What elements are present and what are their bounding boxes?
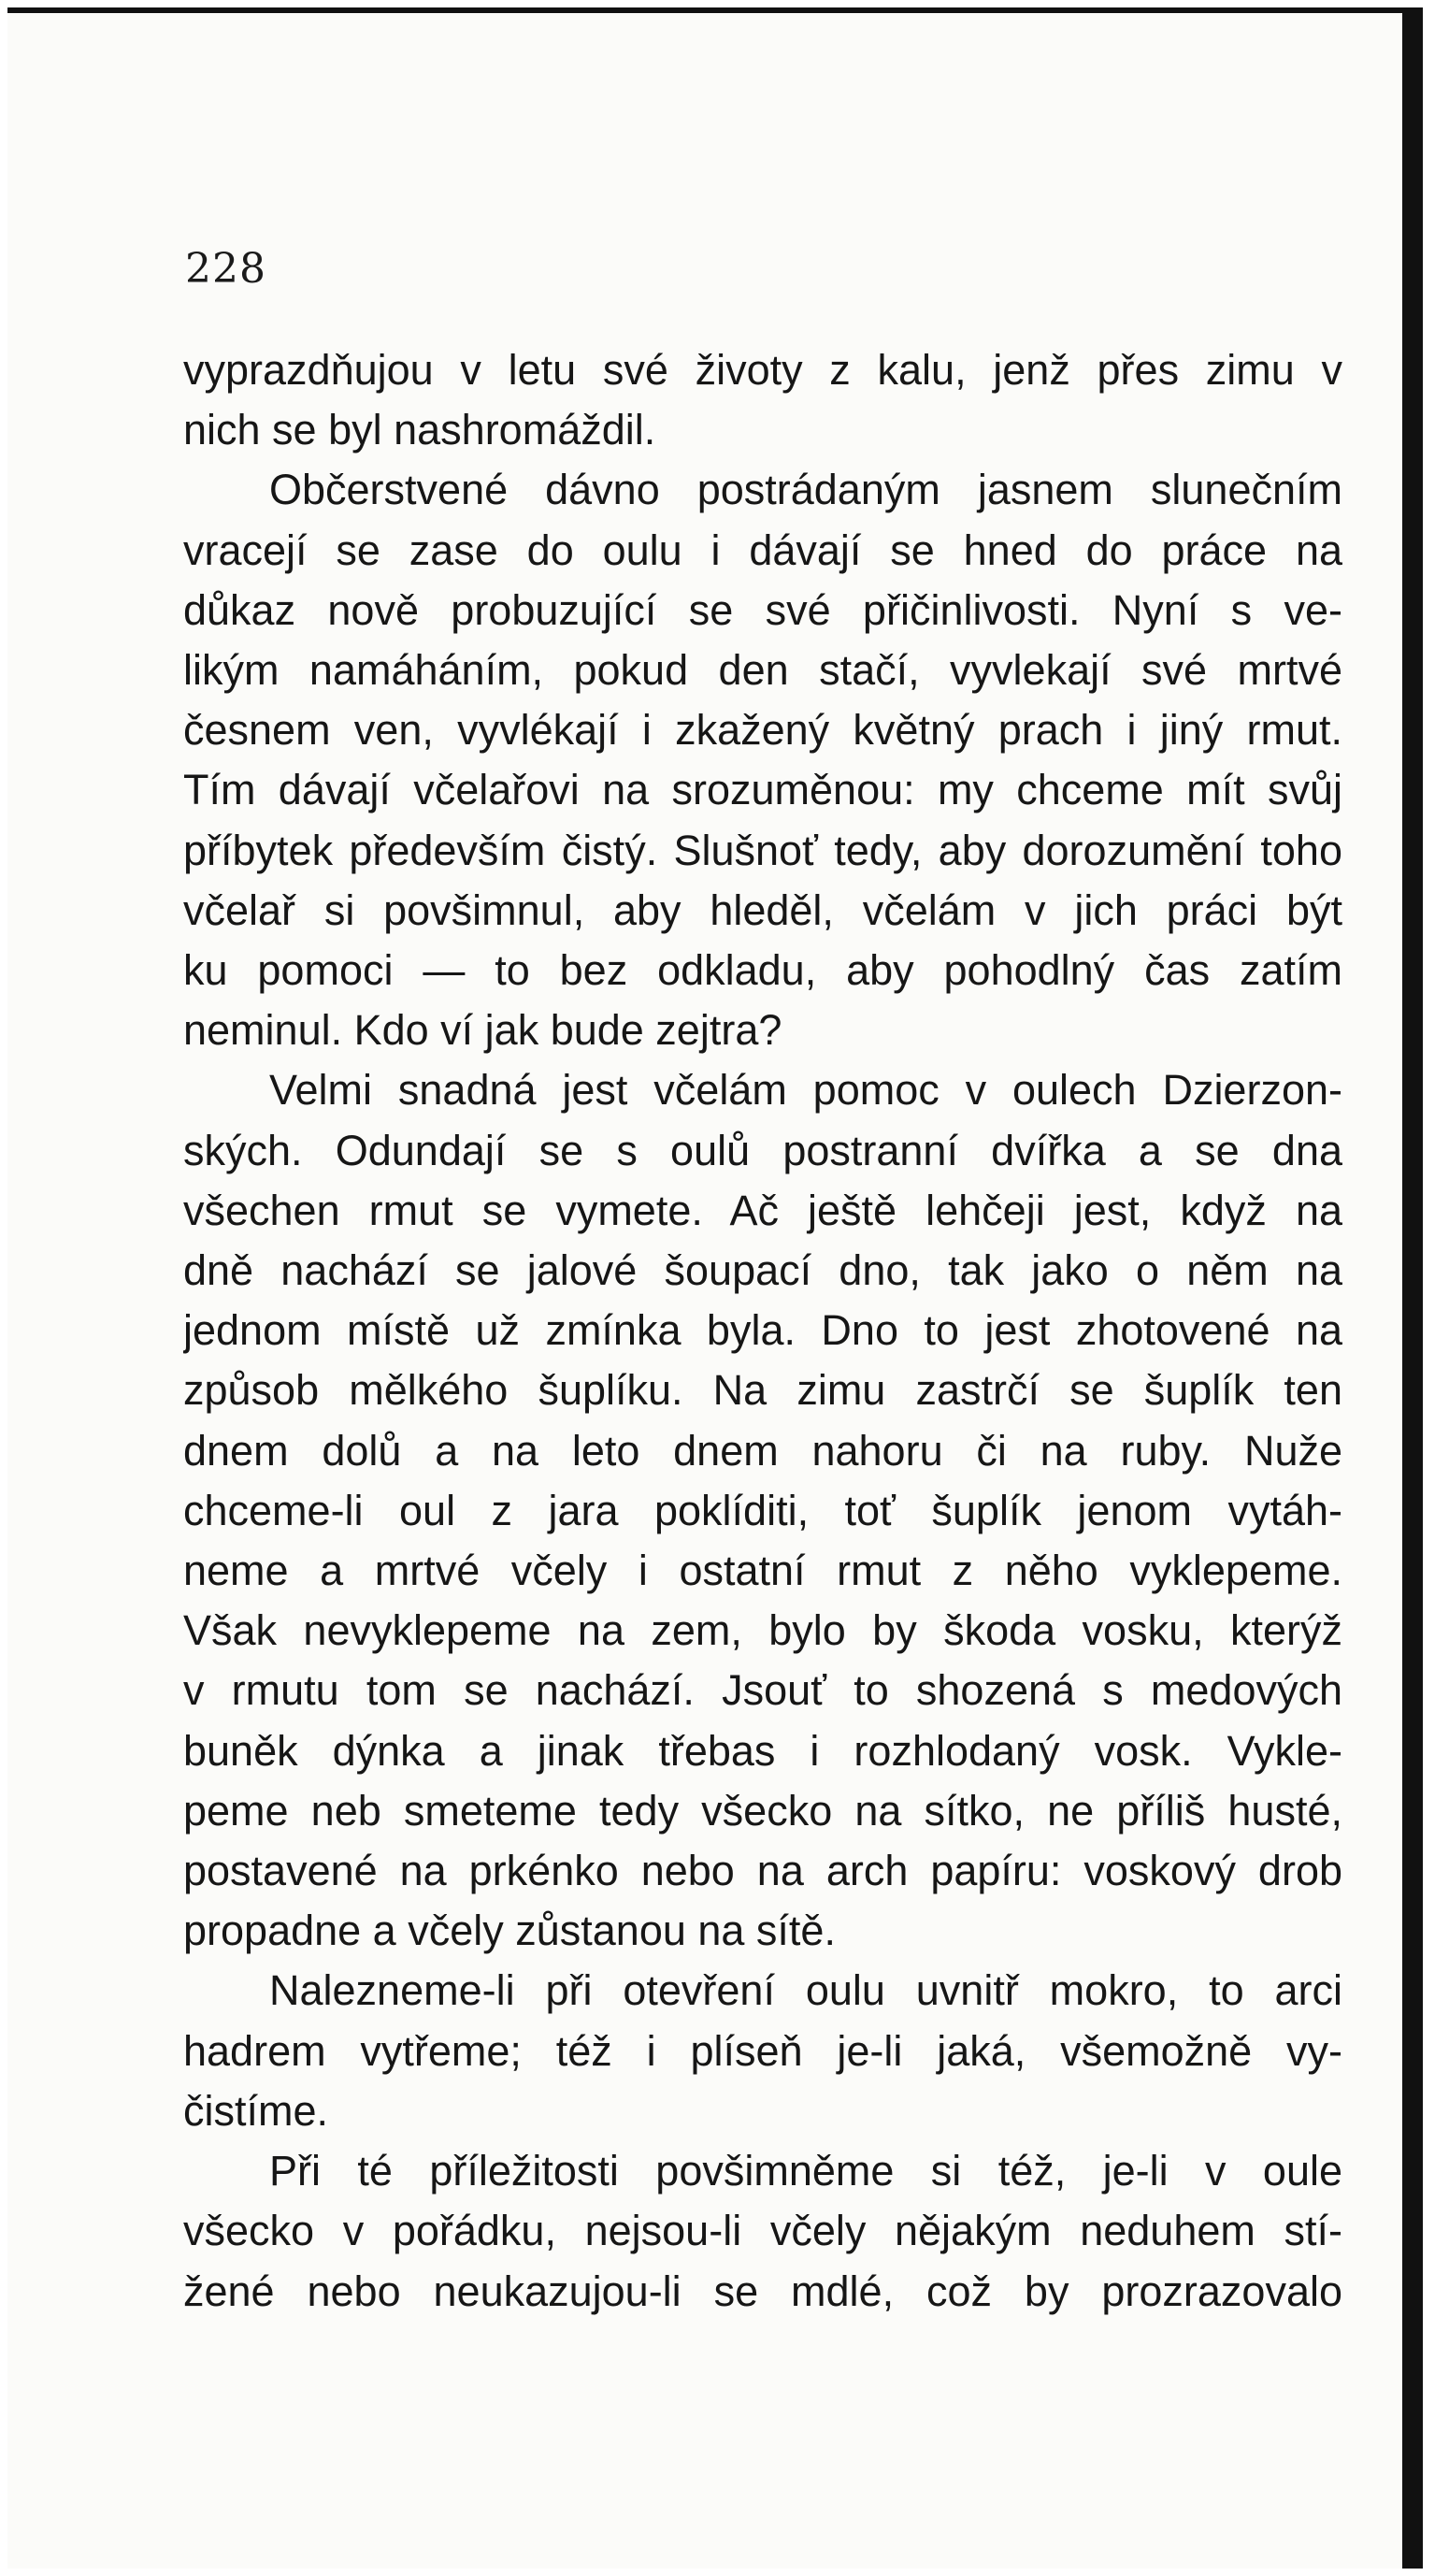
- page-number: 228: [185, 245, 266, 293]
- text-line: v rmutu tom se nachází. Jsouť to shozená s medových: [183, 1666, 1342, 1715]
- body-text: [183, 340, 1342, 2322]
- text-line: ských. Odundají se s oulů postranní dvířka a se dna: [183, 1126, 1342, 1174]
- text-line: příbytek především čistý. Slušnoť tedy, aby dorozumění toho: [183, 826, 1342, 874]
- text-line: ku pomoci — to bez odkladu, aby pohodlný čas zatím: [183, 946, 1342, 995]
- text-line: likým namáháním, pokud den stačí, vyvlekají své mrtvé: [183, 646, 1342, 695]
- text-line: Nalezneme-li při otevření oulu uvnitř mokro, to arci: [269, 1966, 1342, 2015]
- text-line: hadrem vytřeme; též i plíseň je-li jaká, všemožně vy-: [183, 2026, 1342, 2075]
- text-line: dně nachází se jalové šoupací dno, tak jako o něm na: [183, 1246, 1342, 1295]
- text-line: Tím dávají včelařovi na srozuměnou: my chceme mít svůj: [183, 766, 1342, 814]
- text-line: Velmi snadná jest včelám pomoc v oulech Dzierzon-: [269, 1066, 1342, 1115]
- text-line: neme a mrtvé včely i ostatní rmut z něho vyklepeme.: [183, 1547, 1342, 1595]
- text-line: důkaz nově probuzující se své přičinlivosti. Nyní s ve-: [183, 585, 1342, 634]
- text-line: peme neb smeteme tedy všecko na sítko, ne příliš husté,: [183, 1786, 1342, 1835]
- text-line: čistíme.: [183, 2086, 329, 2135]
- text-line: postavené na prkénko nebo na arch papíru: voskový drob: [183, 1847, 1342, 1895]
- text-line: neminul. Kdo ví jak bude zejtra?: [183, 1006, 782, 1055]
- text-line: způsob mělkého šuplíku. Na zimu zastrčí se šuplík ten: [183, 1366, 1342, 1415]
- text-line: chceme-li oul z jara poklíditi, toť šuplík jenom vytáh-: [183, 1486, 1342, 1534]
- text-line: vracejí se zase do oulu i dávají se hned do práce na: [183, 525, 1342, 574]
- text-line: Při té příležitosti povšimněme si též, je-li v oule: [269, 2147, 1342, 2195]
- text-line: všechen rmut se vymete. Ač ještě lehčeji jest, když na: [183, 1186, 1342, 1234]
- text-line: vyprazdňujou v letu své životy z kalu, jenž přes zimu v: [183, 346, 1342, 394]
- text-line: česnem ven, vyvlékají i zkažený květný prach i jiný rmut.: [183, 706, 1342, 755]
- text-line: včelař si povšimnul, aby hleděl, včelám v jich práci být: [183, 885, 1342, 934]
- text-line: Občerstvené dávno postrádaným jasnem slunečním: [269, 466, 1342, 514]
- text-line: všecko v pořádku, nejsou-li včely nějakým neduhem stí-: [183, 2207, 1342, 2255]
- text-line: nich se byl nashromáždil.: [183, 406, 656, 454]
- text-line: Však nevyklepeme na zem, bylo by škoda vosku, kterýž: [183, 1606, 1342, 1655]
- book-page: [7, 7, 1423, 2569]
- text-line: dnem dolů a na leto dnem nahoru či na ruby. Nuže: [183, 1426, 1342, 1475]
- text-line: buněk dýnka a jinak třebas i rozhlodaný vosk. Vykle-: [183, 1726, 1342, 1775]
- text-line: jednom místě už zmínka byla. Dno to jest zhotovené na: [183, 1306, 1342, 1355]
- text-line: žené nebo neukazujou-li se mdlé, což by prozrazovalo: [183, 2267, 1342, 2315]
- text-line: propadne a včely zůstanou na sítě.: [183, 1907, 836, 1955]
